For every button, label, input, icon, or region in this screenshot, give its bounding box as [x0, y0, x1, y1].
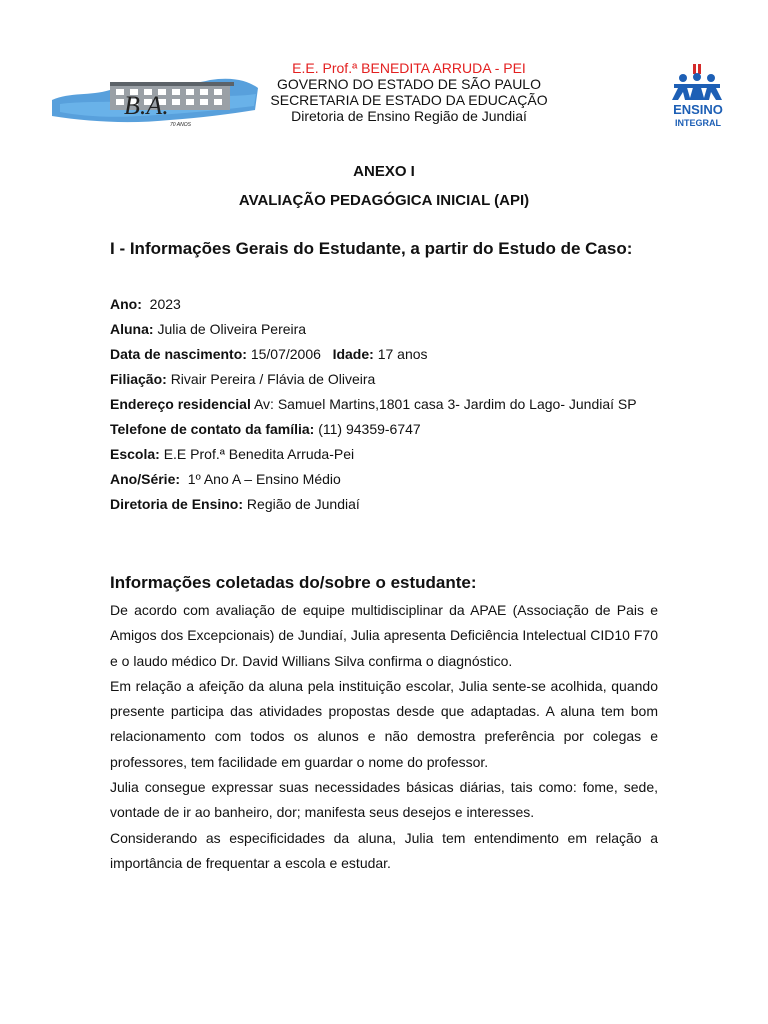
- government-name: GOVERNO DO ESTADO DE SÃO PAULO: [277, 76, 541, 92]
- logo-word-integral: INTEGRAL: [675, 118, 721, 128]
- school-logo-years: 70 ANOS: [170, 122, 191, 128]
- school-name: E.E. Prof.ª BENEDITA ARRUDA - PEI: [292, 60, 526, 76]
- secretariat-name: SECRETARIA DE ESTADO DA EDUCAÇÃO: [270, 92, 548, 108]
- section-general-info-title: I - Informações Gerais do Estudante, a partir do Estudo de Caso:: [110, 239, 633, 258]
- field-escola: Escola: E.E Prof.ª Benedita Arruda-Pei: [110, 446, 355, 462]
- section-collected-info-title: Informações coletadas do/sobre o estudante:: [110, 573, 477, 592]
- field-endereco: Endereço residencial Av: Samuel Martins,1801 casa 3- Jardim do Lago- Jundiaí SP: [110, 396, 637, 412]
- field-ano: Ano: 2023: [110, 296, 181, 312]
- school-logo: [50, 70, 260, 130]
- paragraph: Em relação a afeição da aluna pela instituição escolar, Julia sente-se acolhida, quando presente participa das atividades propostas desde que adaptadas. A aluna tem bom relacionamento com todos os alunos e não demostra preferência por colegas e professores, tem facilidade em guardar o nome do professor.: [110, 677, 658, 770]
- annex-title: ANEXO I: [353, 163, 415, 180]
- paragraph: Considerando as especificidades da aluna, Julia tem entendimento em relação a importância de frequentar a escola e estudar.: [110, 829, 658, 871]
- field-filiacao: Filiação: Rivair Pereira / Flávia de Oliveira: [110, 371, 376, 387]
- field-diretoria: Diretoria de Ensino: Região de Jundiaí: [110, 496, 360, 512]
- field-telefone: Telefone de contato da família: (11) 94359-6747: [110, 421, 421, 437]
- collected-info-body: [110, 598, 658, 876]
- school-logo-monogram: B.A.: [124, 91, 169, 120]
- field-ano-serie: Ano/Série: 1º Ano A – Ensino Médio: [110, 471, 341, 487]
- logo-word-ensino: ENSINO: [673, 102, 723, 117]
- ensino-integral-logo: [654, 62, 742, 130]
- field-nascimento-idade: Data de nascimento: 15/07/2006 Idade: 17 anos: [110, 346, 428, 362]
- directorate-name: Diretoria de Ensino Região de Jundiaí: [291, 108, 527, 124]
- header-text: [250, 60, 568, 124]
- student-info-fields: [110, 292, 658, 517]
- paragraph: Julia consegue expressar suas necessidades básicas diárias, tais como: fome, sede, vontade de ir ao banheiro, dor; manifesta seus desejos e interesses.: [110, 779, 658, 821]
- field-aluna: Aluna: Julia de Oliveira Pereira: [110, 321, 307, 337]
- evaluation-title: AVALIAÇÃO PEDAGÓGICA INICIAL (API): [238, 192, 530, 209]
- paragraph: De acordo com avaliação de equipe multidisciplinar da APAE (Associação de Pais e Amigos dos Excepcionais) de Jundiaí, Julia apresenta Deficiência Intelectual CID10 F70 e o laudo médico Dr. David Willians Silva confirma o diagnóstico.: [110, 602, 658, 669]
